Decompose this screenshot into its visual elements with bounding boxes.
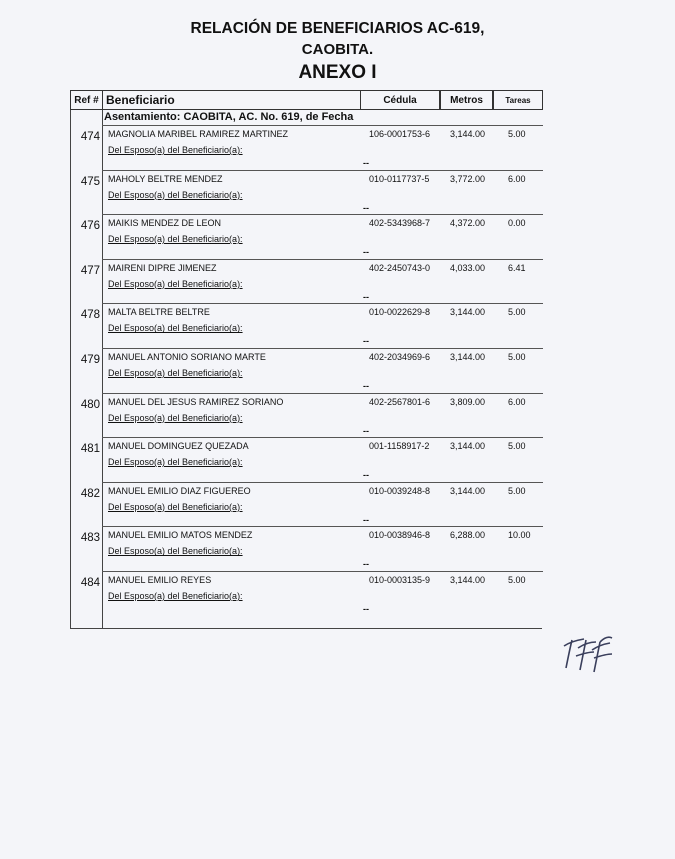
tareas-value: 5.00 [508,575,526,585]
row-separator [102,303,543,304]
table-row [71,170,543,215]
metros-value: 3,144.00 [450,307,486,318]
spouse-value: -- [363,470,369,481]
row-ref: 484 [80,577,100,589]
header-cedula: Cédula [360,90,440,110]
table-row [71,348,543,393]
cedula-value: 402-2450743-0 [369,262,431,273]
metros-value: 4,372.00 [450,218,486,229]
table-row [71,526,543,571]
spouse-label: Del Esposo(a) del Beneficiario(a): [108,323,243,334]
tareas-value: 5.00 [508,485,526,496]
spouse-label: Del Esposo(a) del Beneficiario(a): [108,591,243,601]
annex-title: ANEXO I [298,62,377,83]
metros-value: 3,809.00 [450,396,486,407]
beneficiary-name: MAIKIS MENDEZ DE LEON [108,218,222,229]
row-separator [102,170,543,171]
spouse-value: -- [363,336,369,347]
spouse-label: Del Esposo(a) del Beneficiario(a): [108,278,243,289]
beneficiary-name: MANUEL ANTONIO SORIANO MARTE [108,352,266,362]
cedula-value: 010-0003135-9 [369,575,431,585]
row-ref: 475 [80,175,100,188]
beneficiary-name: MANUEL EMILIO MATOS MENDEZ [108,530,253,541]
spouse-value: -- [363,381,369,391]
cedula-value: 402-2034969-6 [369,352,431,362]
tareas-value: 6.41 [508,262,526,273]
tareas-value: 5.00 [508,307,526,318]
row-ref: 474 [80,131,100,143]
metros-value: 3,144.00 [450,441,486,452]
spouse-label: Del Esposo(a) del Beneficiario(a): [108,412,243,423]
cedula-value: 402-5343968-7 [369,218,431,229]
header-ref: Ref # [70,90,103,110]
beneficiary-name: MANUEL EMILIO DIAZ FIGUEREO [108,485,251,496]
tareas-value: 5.00 [508,129,526,139]
table-row [71,437,543,482]
metros-value: 3,144.00 [450,129,486,139]
spouse-label: Del Esposo(a) del Beneficiario(a): [108,457,243,468]
row-separator [102,214,543,215]
spouse-label: Del Esposo(a) del Beneficiario(a): [108,189,243,200]
metros-value: 4,033.00 [450,262,486,273]
table-row [71,259,543,304]
cedula-value: 001-1158917-2 [369,441,430,452]
document-title: RELACIÓN DE BENEFICIARIOS AC-619, [190,20,485,37]
row-separator [102,482,543,483]
row-separator [102,526,543,527]
metros-value: 3,144.00 [450,352,486,362]
tareas-value: 5.00 [508,441,526,452]
spouse-label: Del Esposo(a) del Beneficiario(a): [108,234,243,245]
row-ref: 476 [80,220,100,233]
tareas-value: 5.00 [508,352,526,362]
spouse-value: -- [363,202,369,213]
handwritten-signature [560,630,620,675]
header-tareas: Tareas [493,90,543,110]
spouse-value: -- [363,158,369,168]
beneficiary-name: MAIRENI DIPRE JIMENEZ [108,262,217,273]
document-subtitle: CAOBITA. [301,41,374,58]
tareas-value: 10.00 [508,530,531,541]
row-ref: 477 [80,264,100,277]
row-ref: 481 [80,443,100,456]
table-row [71,571,543,616]
beneficiary-name: MANUEL EMILIO REYES [108,575,212,585]
row-separator [102,259,543,260]
cedula-value: 402-2567801-6 [369,396,431,407]
spouse-value: -- [363,604,369,614]
table-row [71,303,543,348]
cedula-value: 010-0117737-5 [369,173,430,184]
metros-value: 3,772.00 [450,173,486,184]
row-ref: 482 [80,487,100,500]
spouse-value: -- [363,559,369,570]
cedula-value: 106-0001753-6 [369,129,431,139]
metros-value: 6,288.00 [450,530,486,541]
row-ref: 480 [80,398,100,411]
cedula-value: 010-0038946-8 [369,530,431,541]
spouse-label: Del Esposo(a) del Beneficiario(a): [108,145,243,155]
row-separator [102,348,543,349]
tareas-value: 6.00 [508,396,526,407]
spouse-label: Del Esposo(a) del Beneficiario(a): [108,546,243,557]
beneficiary-name: MANUEL DOMINGUEZ QUEZADA [108,441,249,452]
row-ref: 483 [80,532,100,545]
table-row [71,125,543,170]
row-separator [102,571,543,572]
beneficiaries-table [70,90,542,629]
cedula-value: 010-0039248-8 [369,485,431,496]
spouse-label: Del Esposo(a) del Beneficiario(a): [108,368,243,378]
table-row [71,482,543,527]
asentamiento-label: Asentamiento: CAOBITA, AC. No. 619, de Fecha [104,111,354,123]
beneficiary-name: MAGNOLIA MARIBEL RAMIREZ MARTINEZ [108,129,289,139]
metros-value: 3,144.00 [450,575,486,585]
row-ref: 479 [80,354,100,366]
metros-value: 3,144.00 [450,485,486,496]
beneficiary-name: MANUEL DEL JESUS RAMIREZ SORIANO [108,396,284,407]
header-beneficiario: Beneficiario [102,90,430,110]
spouse-value: -- [363,247,369,258]
spouse-value: -- [363,514,369,525]
header-metros: Metros [440,90,493,110]
row-separator [102,125,543,126]
tareas-value: 0.00 [508,218,526,229]
row-ref: 478 [80,309,100,322]
spouse-label: Del Esposo(a) del Beneficiario(a): [108,501,243,512]
cedula-value: 010-0022629-8 [369,307,431,318]
beneficiary-name: MAHOLY BELTRE MENDEZ [108,173,223,184]
spouse-value: -- [363,425,369,436]
table-row [71,393,543,438]
row-separator [102,437,543,438]
row-separator [102,393,543,394]
beneficiary-name: MALTA BELTRE BELTRE [108,307,210,318]
spouse-value: -- [363,291,369,302]
table-row [71,214,543,259]
tareas-value: 6.00 [508,173,526,184]
